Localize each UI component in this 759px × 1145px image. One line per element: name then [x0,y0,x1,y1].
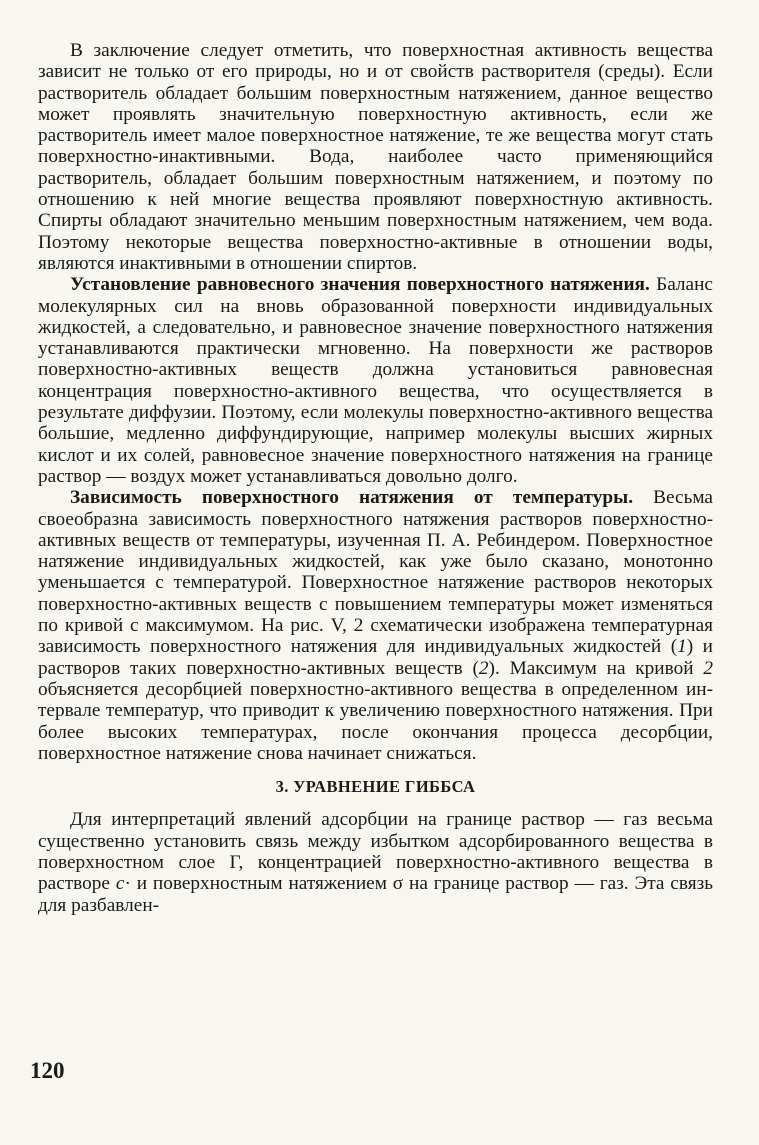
concentration-symbol: с [115,873,125,895]
paragraph-temperature-dependence [38,487,713,764]
paragraph-text: Для интерпретаций явлений адсорбции на границе раствор — газ весьма существенно установить связь между избытком адсорбированного вещества в поверхностном слое Г, концентрацией поверхностно-активного вещества в растворе [38,809,713,895]
paragraph-text: ) и растворов таких поверхностно-активных веществ ( [38,636,713,679]
paragraph-gibbs-intro [38,809,713,915]
curve-reference: 2 [703,657,713,679]
section-heading: 3. УРАВНЕНИЕ ГИББСА [275,777,476,797]
paragraph-text: · и поверхностным натяжением σ на границе раствор — газ. Эта связь для разбавлен- [38,873,713,916]
paragraph-equilibrium-tension [38,274,713,487]
page-number: 120 [30,1058,65,1083]
paragraph-text: Весьма своеобразна зависимость поверхностного натяжения растворов поверхностно-активных веществ от температуры, изученная П. А. Ребиндером. Поверхностное натяжение индивидуальных жидкостей, как уже было сказано, монотонно уменьшается с температурой. Поверхностное натяжение растворов некоторых поверхностно-активных веществ с повышением температуры может изменяться по кривой с максимумом. На рис. V, 2 схематически изображена температурная зависимость поверхностного натяжения для индивидуальных жидкостей ( [38,487,713,658]
paragraph-surface-activity [38,40,713,274]
curve-reference: 1 [677,636,687,658]
run-in-heading: Зависимость поверхностного натяжения от температуры. [70,487,634,509]
paragraph-text: объясняется десорбцией поверхностно-активного вещества в определенном интервале температур, что приводит к увеличению поверхностного натяжения. При более высоких температурах, после окончания процесса десорбции, поверхностное натяжение снова начинает снижаться. [38,678,713,764]
paragraph-text: ). Максимум на кривой [488,657,704,679]
paragraph-text: В заключение следует отметить, что поверхностная активность вещества зависит не только от его природы, но и от свойств растворителя (среды). Если растворитель обладает большим поверхностным натяжением, данное вещество может проявлять значительную поверхностную активность, если же растворитель имеет малое поверхностное натяжение, те же вещества могут стать поверхностно-инактивными. Вода, наиболее часто применяющийся растворитель, обладает большим поверхностным натяжением, и поэтому по отношению к ней многие вещества проявляют поверхностную активность. Спирты обладают значительно меньшим поверхностным натяжением, чем вода. Поэтому некоторые вещества поверхностно-активные в отношении воды, являются инактивными в отношении спиртов. [38,40,713,274]
paragraph-text: Баланс молекулярных сил на вновь образованной поверхности индивидуальных жидкостей, а следовательно, и равновесное значение поверхностного натяжения устанавливаются практически мгновенно. На поверхности же растворов поверхностно-активных веществ должна установиться равновесная концентрация поверхностно-активного вещества, что осуществляется в результате диффузии. Поэтому, если молекулы поверхностно-активного вещества большие, медленно диффундирующие, например молекулы высших жирных кислот и их солей, равновесное значение поверхностного натяжения на границе раствор — воздух может устанавливаться довольно долго. [38,274,713,487]
run-in-heading: Установление равновесного значения поверхностного натяжения. [70,274,650,296]
curve-reference: 2 [478,657,489,679]
